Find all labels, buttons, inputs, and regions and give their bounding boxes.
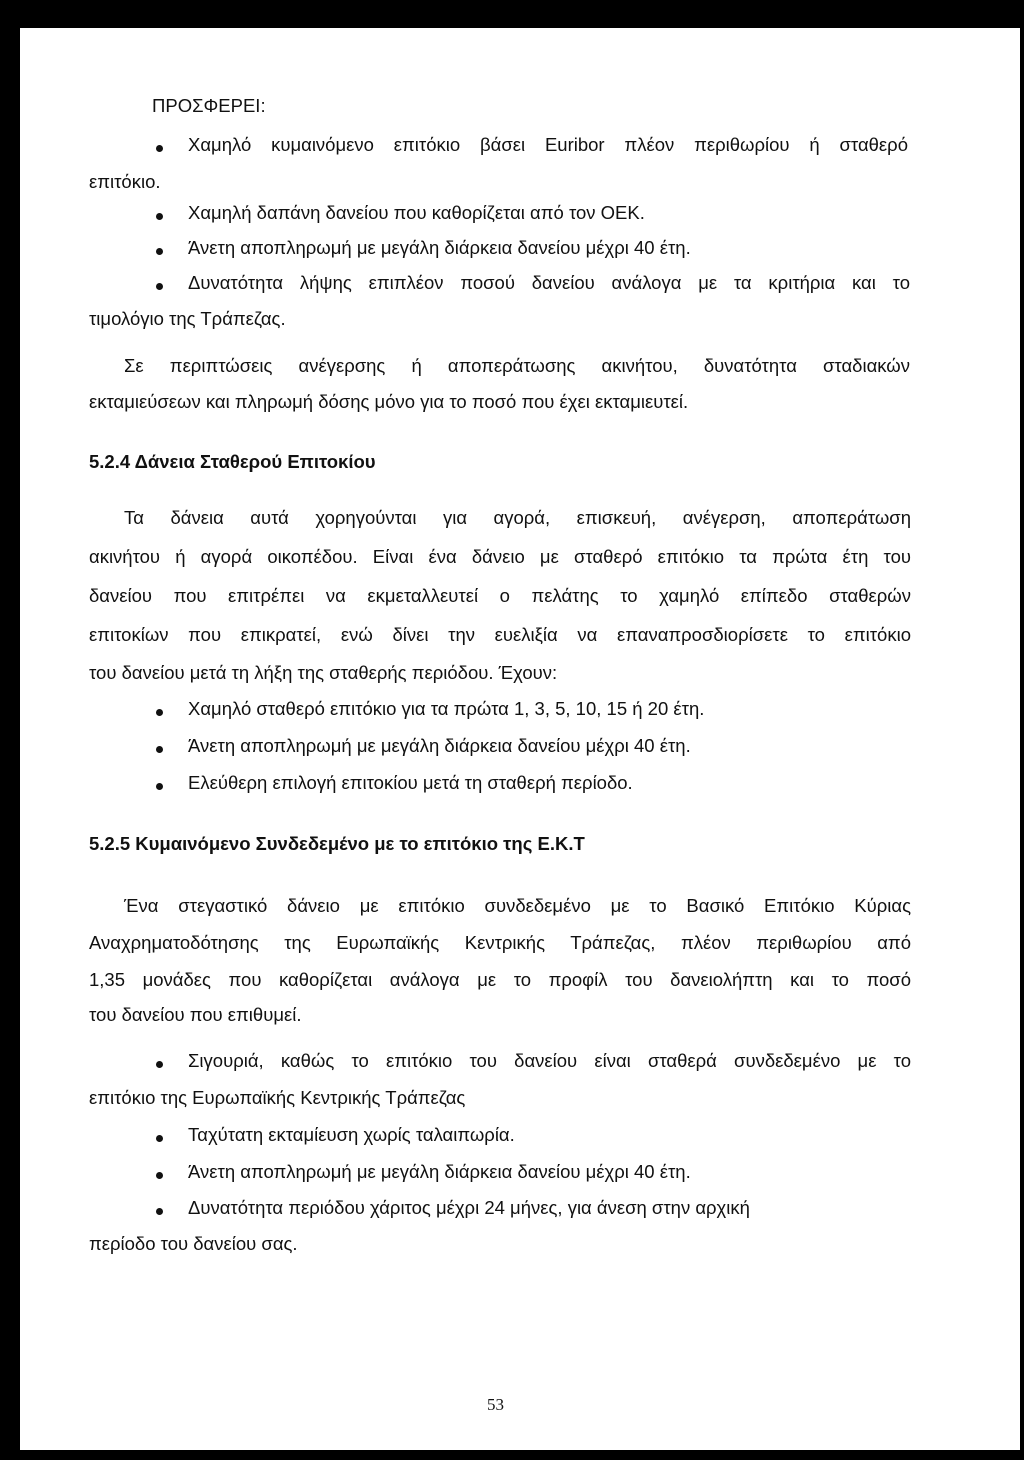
ecb-linked-paragraph-line-3: 1,35 μονάδες που καθορίζεται ανάλογα με το προφίλ του δανειολήπτη και το ποσό bbox=[89, 969, 911, 990]
page-number: 53 bbox=[487, 1395, 504, 1414]
offer-bullet-4-line-2: τιμολόγιο της Τράπεζας. bbox=[89, 308, 286, 329]
ecb-linked-bullet-2: Ταχύτατη εκταμίευση χωρίς ταλαιπωρία. bbox=[188, 1124, 515, 1145]
ecb-linked-paragraph-line-4: του δανείου που επιθυμεί. bbox=[89, 1004, 302, 1025]
bullet-icon bbox=[156, 1061, 163, 1068]
ecb-linked-paragraph-line-1: Ένα στεγαστικό δάνειο με επιτόκιο συνδεδεμένο με το Βασικό Επιτόκιο Κύριας bbox=[124, 895, 911, 916]
fixed-rate-paragraph-line-3: δανείου που επιτρέπει να εκμεταλλευτεί ο πελάτης το χαμηλό επίπεδο σταθερών bbox=[89, 585, 911, 606]
offer-bullet-1-line-2: επιτόκιο. bbox=[89, 171, 161, 192]
ecb-linked-bullet-1-line-2: επιτόκιο της Ευρωπαϊκής Κεντρικής Τράπεζας bbox=[89, 1087, 466, 1108]
fixed-rate-paragraph-line-4: επιτοκίων που επικρατεί, ενώ δίνει την ευελιξία να επαναπροσδιορίσετε το επιτόκιο bbox=[89, 624, 911, 645]
fixed-rate-paragraph-line-2: ακινήτου ή αγορά οικοπέδου. Είναι ένα δάνειο με σταθερό επιτόκιο τα πρώτα έτη του bbox=[89, 546, 911, 567]
fixed-rate-bullet-3: Ελεύθερη επιλογή επιτοκίου μετά τη σταθερή περίοδο. bbox=[188, 772, 633, 793]
bullet-icon bbox=[156, 248, 163, 255]
bullet-icon bbox=[156, 709, 163, 716]
offers-label: ΠΡΟΣΦΕΡΕΙ: bbox=[152, 95, 266, 116]
bullet-icon bbox=[156, 145, 163, 152]
section-heading-5-2-4: 5.2.4 Δάνεια Σταθερού Επιτοκίου bbox=[89, 451, 376, 472]
bullet-icon bbox=[156, 1172, 163, 1179]
fixed-rate-bullet-1: Χαμηλό σταθερό επιτόκιο για τα πρώτα 1, 3, 5, 10, 15 ή 20 έτη. bbox=[188, 698, 705, 719]
bullet-icon bbox=[156, 283, 163, 290]
document-page bbox=[20, 28, 1020, 1450]
offer-bullet-1-line-1: Χαμηλό κυμαινόμενο επιτόκιο βάσει Euribor πλέον περιθωρίου ή σταθερό bbox=[188, 134, 908, 155]
bullet-icon bbox=[156, 1135, 163, 1142]
bullet-icon bbox=[156, 213, 163, 220]
section-heading-5-2-5: 5.2.5 Κυμαινόμενο Συνδεδεμένο με το επιτόκιο της Ε.Κ.Τ bbox=[89, 833, 585, 854]
offer-bullet-3: Άνετη αποπληρωμή με μεγάλη διάρκεια δανείου μέχρι 40 έτη. bbox=[188, 237, 691, 258]
fixed-rate-paragraph-line-5: του δανείου μετά τη λήξη της σταθερής περιόδου. Έχουν: bbox=[89, 662, 558, 683]
intro-paragraph-line-1: Σε περιπτώσεις ανέγερσης ή αποπεράτωσης ακινήτου, δυνατότητα σταδιακών bbox=[124, 355, 910, 376]
bullet-icon bbox=[156, 1208, 163, 1215]
ecb-linked-bullet-4-line-2: περίοδο του δανείου σας. bbox=[89, 1233, 298, 1254]
offer-bullet-2: Χαμηλή δαπάνη δανείου που καθορίζεται από τον ΟΕΚ. bbox=[188, 202, 645, 223]
bullet-icon bbox=[156, 783, 163, 790]
intro-paragraph-line-2: εκταμιεύσεων και πληρωμή δόσης μόνο για το ποσό που έχει εκταμιευτεί. bbox=[89, 391, 689, 412]
fixed-rate-bullet-2: Άνετη αποπληρωμή με μεγάλη διάρκεια δανείου μέχρι 40 έτη. bbox=[188, 735, 691, 756]
offer-bullet-4-line-1: Δυνατότητα λήψης επιπλέον ποσού δανείου ανάλογα με τα κριτήρια και το bbox=[188, 272, 910, 293]
ecb-linked-bullet-1-line-1: Σιγουριά, καθώς το επιτόκιο του δανείου είναι σταθερά συνδεδεμένο με το bbox=[188, 1050, 911, 1071]
ecb-linked-paragraph-line-2: Αναχρηματοδότησης της Ευρωπαϊκής Κεντρικής Τράπεζας, πλέον περιθωρίου από bbox=[89, 932, 911, 953]
fixed-rate-paragraph-line-1: Τα δάνεια αυτά χορηγούνται για αγορά, επισκευή, ανέγερση, αποπεράτωση bbox=[124, 507, 911, 528]
ecb-linked-bullet-3: Άνετη αποπληρωμή με μεγάλη διάρκεια δανείου μέχρι 40 έτη. bbox=[188, 1161, 691, 1182]
bullet-icon bbox=[156, 746, 163, 753]
ecb-linked-bullet-4-line-1: Δυνατότητα περιόδου χάριτος μέχρι 24 μήνες, για άνεση στην αρχική bbox=[188, 1197, 750, 1218]
